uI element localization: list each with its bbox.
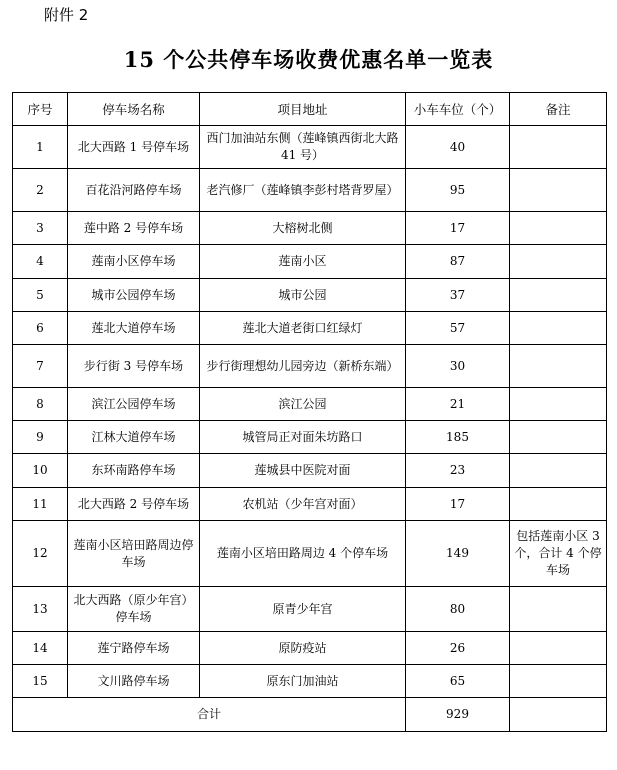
row-index: 14 bbox=[13, 632, 68, 665]
row-note bbox=[510, 488, 607, 521]
row-spaces: 87 bbox=[406, 245, 510, 279]
row-note bbox=[510, 126, 607, 169]
row-note bbox=[510, 279, 607, 312]
row-note bbox=[510, 345, 607, 388]
header-address: 项目地址 bbox=[200, 93, 406, 126]
table-row bbox=[13, 388, 607, 421]
row-address: 原防疫站 bbox=[200, 632, 406, 665]
row-address: 农机站（少年宫对面） bbox=[200, 488, 406, 521]
parking-lot-table bbox=[12, 92, 607, 732]
row-index: 12 bbox=[13, 521, 68, 587]
row-spaces: 185 bbox=[406, 421, 510, 454]
table-row bbox=[13, 454, 607, 488]
row-spaces: 95 bbox=[406, 169, 510, 212]
row-note bbox=[510, 245, 607, 279]
row-name: 莲北大道停车场 bbox=[68, 312, 200, 345]
row-address: 城市公园 bbox=[200, 279, 406, 312]
row-name: 百花沿河路停车场 bbox=[68, 169, 200, 212]
row-name: 莲南小区培田路周边停车场 bbox=[68, 521, 200, 587]
row-name: 步行街 3 号停车场 bbox=[68, 345, 200, 388]
row-spaces: 149 bbox=[406, 521, 510, 587]
row-index: 15 bbox=[13, 665, 68, 698]
row-index: 7 bbox=[13, 345, 68, 388]
header-index: 序号 bbox=[13, 93, 68, 126]
row-index: 9 bbox=[13, 421, 68, 454]
table-row bbox=[13, 587, 607, 632]
table-row bbox=[13, 212, 607, 245]
row-address: 莲城县中医院对面 bbox=[200, 454, 406, 488]
row-address: 老汽修厂（莲峰镇李彭村塔背罗屋） bbox=[200, 169, 406, 212]
row-index: 2 bbox=[13, 169, 68, 212]
table-row bbox=[13, 312, 607, 345]
row-address: 原青少年宫 bbox=[200, 587, 406, 632]
row-note bbox=[510, 421, 607, 454]
table-row bbox=[13, 169, 607, 212]
table-body bbox=[13, 126, 607, 698]
row-address: 步行街理想幼儿园旁边（新桥东端） bbox=[200, 345, 406, 388]
row-index: 13 bbox=[13, 587, 68, 632]
attachment-label: 附件 2 bbox=[44, 6, 89, 24]
row-index: 11 bbox=[13, 488, 68, 521]
row-index: 1 bbox=[13, 126, 68, 169]
table-row bbox=[13, 521, 607, 587]
row-note bbox=[510, 388, 607, 421]
row-address: 莲北大道老街口红绿灯 bbox=[200, 312, 406, 345]
page-title: 15 个公共停车场收费优惠名单一览表 bbox=[123, 47, 494, 72]
row-address: 原东门加油站 bbox=[200, 665, 406, 698]
row-index: 8 bbox=[13, 388, 68, 421]
row-note bbox=[510, 632, 607, 665]
header-spaces: 小车车位（个） bbox=[406, 93, 510, 126]
row-address: 莲南小区培田路周边 4 个停车场 bbox=[200, 521, 406, 587]
total-label: 合计 bbox=[13, 698, 406, 732]
row-address: 西门加油站东侧（莲峰镇西街北大路 41 号） bbox=[200, 126, 406, 169]
row-address: 莲南小区 bbox=[200, 245, 406, 279]
row-name: 城市公园停车场 bbox=[68, 279, 200, 312]
row-address: 大榕树北侧 bbox=[200, 212, 406, 245]
row-index: 10 bbox=[13, 454, 68, 488]
row-index: 4 bbox=[13, 245, 68, 279]
row-name: 江林大道停车场 bbox=[68, 421, 200, 454]
row-address: 滨江公园 bbox=[200, 388, 406, 421]
row-name: 莲中路 2 号停车场 bbox=[68, 212, 200, 245]
row-name: 滨江公园停车场 bbox=[68, 388, 200, 421]
row-spaces: 17 bbox=[406, 212, 510, 245]
row-spaces: 26 bbox=[406, 632, 510, 665]
row-spaces: 17 bbox=[406, 488, 510, 521]
table-header-row bbox=[13, 93, 607, 126]
row-index: 5 bbox=[13, 279, 68, 312]
row-index: 3 bbox=[13, 212, 68, 245]
table-row bbox=[13, 632, 607, 665]
row-note: 包括莲南小区 3 个，合计 4 个停车场 bbox=[510, 521, 607, 587]
row-note bbox=[510, 454, 607, 488]
row-note bbox=[510, 665, 607, 698]
total-row bbox=[13, 698, 607, 732]
row-note bbox=[510, 587, 607, 632]
header-name: 停车场名称 bbox=[68, 93, 200, 126]
table-row bbox=[13, 488, 607, 521]
row-note bbox=[510, 169, 607, 212]
row-name: 莲南小区停车场 bbox=[68, 245, 200, 279]
row-spaces: 57 bbox=[406, 312, 510, 345]
row-note bbox=[510, 212, 607, 245]
table-row bbox=[13, 126, 607, 169]
table-row bbox=[13, 345, 607, 388]
row-name: 北大西路（原少年宫）停车场 bbox=[68, 587, 200, 632]
table-row bbox=[13, 245, 607, 279]
row-note bbox=[510, 312, 607, 345]
row-spaces: 30 bbox=[406, 345, 510, 388]
row-address: 城管局正对面朱坊路口 bbox=[200, 421, 406, 454]
row-name: 北大西路 2 号停车场 bbox=[68, 488, 200, 521]
total-spaces: 929 bbox=[406, 698, 510, 732]
header-note: 备注 bbox=[510, 93, 607, 126]
row-spaces: 80 bbox=[406, 587, 510, 632]
table-row bbox=[13, 665, 607, 698]
table-row bbox=[13, 421, 607, 454]
row-spaces: 23 bbox=[406, 454, 510, 488]
row-spaces: 37 bbox=[406, 279, 510, 312]
row-name: 北大西路 1 号停车场 bbox=[68, 126, 200, 169]
row-spaces: 65 bbox=[406, 665, 510, 698]
row-spaces: 40 bbox=[406, 126, 510, 169]
row-index: 6 bbox=[13, 312, 68, 345]
row-spaces: 21 bbox=[406, 388, 510, 421]
row-name: 莲宁路停车场 bbox=[68, 632, 200, 665]
row-name: 东环南路停车场 bbox=[68, 454, 200, 488]
table-row bbox=[13, 279, 607, 312]
row-name: 文川路停车场 bbox=[68, 665, 200, 698]
total-note bbox=[510, 698, 607, 732]
